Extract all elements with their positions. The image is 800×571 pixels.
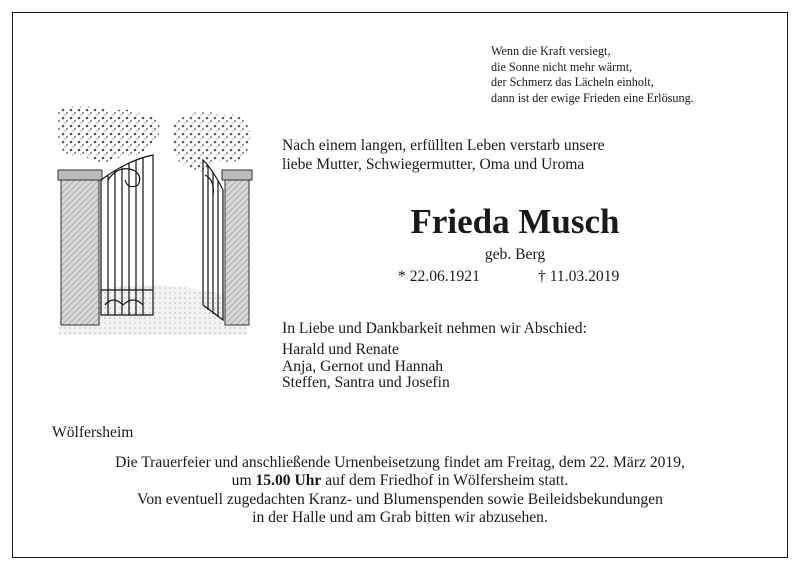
place-name: Wölfersheim (52, 424, 134, 441)
poem (491, 44, 694, 106)
donations-line: in der Halle und am Grab bitten wir abzusehen. (252, 508, 548, 526)
poem-line: die Sonne nicht mehr wärmt, (491, 59, 633, 74)
intro-line: liebe Mutter, Schwiegermutter, Oma und Uroma (282, 156, 585, 173)
intro-text (282, 136, 605, 174)
mourners-list (282, 342, 450, 392)
service-post: auf dem Friedhof in Wölfersheim statt. (321, 471, 569, 489)
funeral-service-text (30, 454, 770, 489)
deceased-name: Frieda Musch (410, 202, 620, 241)
donations-text (30, 491, 770, 526)
intro-line: Nach einem langen, erfüllten Leben verstarb unsere (282, 137, 605, 154)
poem-line: dann ist der ewige Frieden eine Erlösung. (491, 90, 694, 105)
garden-gate-illustration (53, 100, 253, 335)
donations-line: Von eventuell zugedachten Kranz- und Blumenspenden sowie Beileidsbekundungen (137, 491, 663, 508)
service-pre: um (231, 471, 256, 489)
poem-line: Wenn die Kraft versiegt, (491, 44, 611, 58)
mourner-item: Steffen, Santra und Josefin (282, 374, 450, 391)
service-time-line (30, 472, 770, 490)
service-line: Die Trauerfeier und anschließende Urnenbeisetzung findet am Freitag, dem 22. März 2019, (115, 454, 685, 471)
mourner-item: Anja, Gernot und Hannah (282, 357, 444, 375)
birth-date: * 22.06.1921 (398, 268, 480, 285)
mourner-item: Harald und Renate (282, 341, 399, 358)
maiden-name: geb. Berg (484, 246, 546, 263)
death-date: † 11.03.2019 (538, 268, 620, 285)
poem-line: der Schmerz das Lächeln einholt, (491, 75, 654, 89)
farewell-text: In Liebe und Dankbarkeit nehmen wir Abschied: (282, 320, 587, 337)
service-time: 15.00 Uhr (255, 471, 322, 489)
